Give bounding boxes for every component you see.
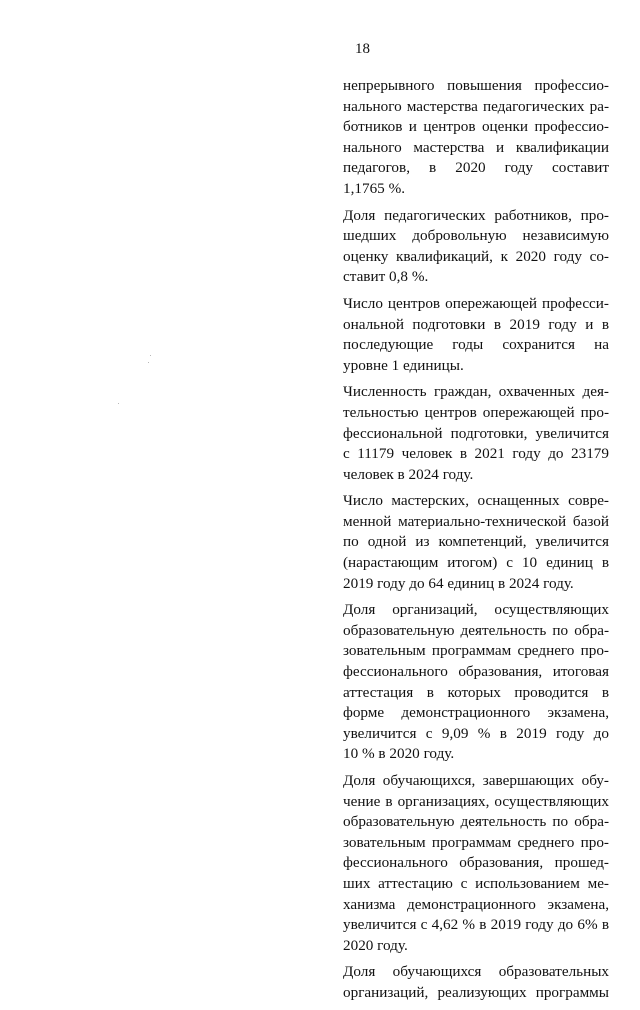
text-line: Число мастерских, оснащенных совре- [343, 492, 609, 510]
text-line: Доля педагогических работников, про- [343, 206, 609, 224]
text-line: 10 % в 2020 году. [343, 745, 455, 763]
text-line: тельностью центров опережающей про- [343, 403, 609, 421]
paragraph [343, 382, 609, 485]
text-line: Доля организаций, осуществляющих [343, 601, 609, 619]
text-line: шедших добровольную независимую [343, 227, 609, 245]
text-line: ставит 0,8 %. [343, 268, 429, 286]
text-line: (нарастающим итогом) с 10 единиц в [343, 554, 609, 572]
text-line: человек в 2024 году. [343, 465, 474, 483]
text-line: ботников и центров оценки профессио- [343, 118, 609, 136]
text-line: зовательным программам среднего про- [343, 642, 609, 660]
scan-speck [150, 355, 151, 356]
scan-speck [148, 362, 149, 363]
text-line: фессионального образования, итоговая [343, 663, 609, 681]
text-line: увеличится с 4,62 % в 2019 году до 6% в [343, 916, 609, 934]
text-line: менной материально-технической базой [343, 512, 609, 530]
text-line: непрерывного повышения профессио- [343, 77, 609, 94]
text-line: оценку квалификаций, к 2020 году со- [343, 247, 609, 265]
paragraph [343, 294, 609, 376]
text-line: ших аттестацию с использованием ме- [343, 874, 609, 892]
text-line: последующие годы сохранится на [343, 336, 609, 354]
text-line: 1,1765 %. [343, 179, 406, 197]
paragraph [343, 76, 609, 200]
text-line: образовательную деятельность по обра- [343, 813, 609, 831]
text-line: нального мастерства и квалификации [343, 138, 609, 156]
text-line: аттестация в которых проводится в [343, 683, 609, 701]
text-line: Численность граждан, охваченных дея- [343, 383, 609, 401]
text-line: фессиональной подготовки, увеличится [343, 424, 609, 442]
text-line: чение в организациях, осуществляющих [343, 792, 609, 810]
text-line: форме демонстрационного экзамена, [343, 704, 609, 722]
text-line: Доля обучающихся образовательных [343, 963, 609, 981]
text-line: образовательную деятельность по обра- [343, 621, 609, 639]
text-line: ональной подготовки в 2019 году и в [343, 315, 609, 333]
paragraph [343, 600, 609, 765]
text-line: увеличится с 9,09 % в 2019 году до [343, 724, 609, 742]
text-line: фессионального образования, прошед- [343, 854, 609, 872]
text-line: по одной из компетенций, увеличится [343, 533, 609, 551]
text-line: уровне 1 единицы. [343, 356, 464, 374]
text-line: организаций, реализующих программы [343, 983, 609, 1001]
text-line: ханизма демонстрационного экзамена, [343, 895, 609, 913]
text-line: Число центров опережающей професси- [343, 294, 609, 312]
text-line: Доля обучающихся, завершающих обу- [343, 772, 609, 789]
body-text-column [343, 76, 609, 1010]
paragraph [343, 491, 609, 594]
page-number: 18 [355, 41, 370, 57]
paragraph [343, 206, 609, 288]
text-line: с 11179 человек в 2021 году до 23179 [343, 445, 609, 463]
text-line: 2019 году до 64 единиц в 2024 году. [343, 574, 574, 592]
paragraph [343, 962, 609, 1003]
text-line: педагогов, в 2020 году составит [343, 159, 609, 177]
text-line: 2020 году. [343, 936, 408, 954]
text-line: нального мастерства педагогических ра- [343, 97, 609, 115]
scan-speck [118, 403, 119, 404]
text-line: зовательным программам среднего про- [343, 833, 609, 851]
paragraph [343, 771, 609, 956]
